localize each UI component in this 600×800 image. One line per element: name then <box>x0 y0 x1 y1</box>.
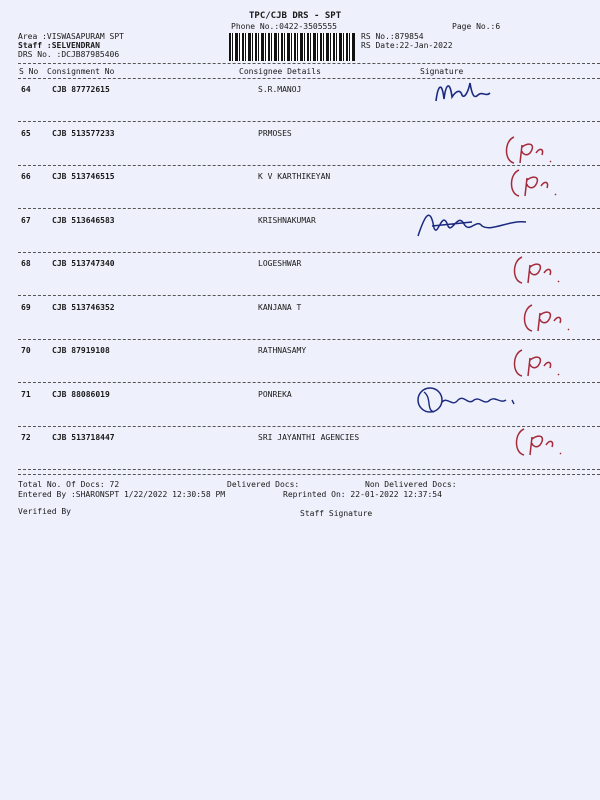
row-signature <box>432 75 492 111</box>
row-sno: 71 <box>21 389 31 399</box>
delivered-docs: Delivered Docs: <box>227 480 300 489</box>
staff-label: Staff :SELVENDRAN <box>18 41 100 50</box>
reprinted-on: Reprinted On: 22-01-2022 12:37:54 <box>283 490 442 499</box>
rs-number: RS No.:879854 <box>361 32 424 41</box>
col-consignment: Consignment No <box>47 67 115 76</box>
columns-divider <box>18 78 600 79</box>
row-signature <box>508 251 564 291</box>
total-docs: Total No. Of Docs: 72 <box>18 480 120 489</box>
row-consignment-no: CJB 513646583 <box>52 215 115 225</box>
row-sno: 72 <box>21 433 31 442</box>
phone-number: Phone No.:0422-3505555 <box>231 22 337 31</box>
row-consignment-no: CJB 513577233 <box>52 128 115 138</box>
row-consignment-no: CJB 513747340 <box>52 259 115 268</box>
row-consignee-name: LOGESHWAR <box>258 259 302 268</box>
page-number: Page No.:6 <box>452 22 501 31</box>
entered-by: Entered By :SHARONSPT 1/22/2022 12:30:58 PM <box>18 490 226 499</box>
verified-by: Verified By <box>18 507 71 516</box>
col-signature: Signature <box>420 67 464 76</box>
row-consignment-no: CJB 513718447 <box>52 433 115 442</box>
row-consignment-no: CJB 87919108 <box>52 346 110 355</box>
non-delivered-docs: Non Delivered Docs: <box>365 480 457 489</box>
row-sno: 65 <box>21 128 31 138</box>
row-signature <box>518 299 574 339</box>
staff-signature: Staff Signature <box>300 509 373 518</box>
row-consignee-name: RATHNASAMY <box>258 346 307 355</box>
col-sno: S No <box>19 67 39 76</box>
footer-divider <box>18 474 600 475</box>
col-consignee: Consignee Details <box>239 67 321 76</box>
row-signature <box>412 198 532 246</box>
area-label: Area :VISWASAPURAM SPT <box>18 32 124 41</box>
barcode <box>229 33 355 61</box>
row-sno: 66 <box>21 172 31 181</box>
row-signature <box>508 344 564 384</box>
drs-number: DRS No. :DCJB87985406 <box>18 50 120 59</box>
row-sno: 69 <box>21 302 31 312</box>
row-consignment-no: CJB 513746515 <box>52 172 115 181</box>
header-divider <box>18 63 600 64</box>
row-sno: 70 <box>21 346 31 355</box>
row-sno: 68 <box>21 259 31 268</box>
row-consignee-name: K V KARTHIKEYAN <box>258 172 331 181</box>
row-signature <box>510 423 566 463</box>
row-divider <box>18 295 600 296</box>
row-divider <box>18 121 600 122</box>
row-consignment-no: CJB 513746352 <box>52 302 115 312</box>
row-divider <box>18 469 600 470</box>
row-consignee-name: S.R.MANOJ <box>258 85 302 94</box>
row-divider <box>18 339 600 340</box>
row-consignee-name: KANJANA T <box>258 302 302 312</box>
row-signature <box>412 382 532 426</box>
row-consignment-no: CJB 88086019 <box>52 389 110 399</box>
row-consignee-name: SRI JAYANTHI AGENCIES <box>258 433 360 442</box>
doc-title: TPC/CJB DRS - SPT <box>249 11 342 21</box>
row-sno: 67 <box>21 215 31 225</box>
row-consignment-no: CJB 87772615 <box>52 85 110 94</box>
row-consignee-name: PRMOSES <box>258 128 292 138</box>
row-sno: 64 <box>21 85 31 94</box>
rs-date: RS Date:22-Jan-2022 <box>361 41 453 50</box>
row-consignee-name: PONREKA <box>258 389 292 399</box>
row-consignee-name: KRISHNAKUMAR <box>258 215 316 225</box>
